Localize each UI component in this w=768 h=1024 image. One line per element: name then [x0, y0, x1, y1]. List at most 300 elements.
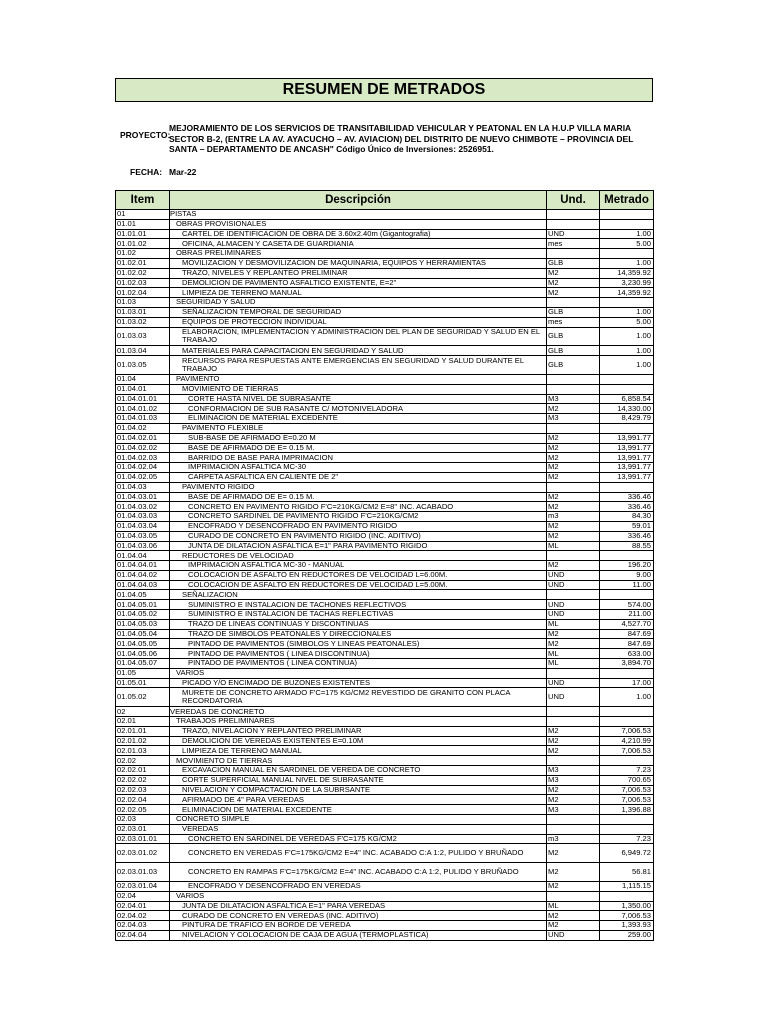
cell-und: M2 — [547, 795, 600, 805]
cell-metrado: 17.00 — [600, 678, 654, 688]
cell-und: M3 — [547, 805, 600, 815]
cell-metrado: 14,359.92 — [600, 288, 654, 298]
cell-descripcion: CURADO DE CONCRETO EN PAVIMENTO RIGIDO (INC. ADITIVO) — [170, 531, 547, 541]
cell-descripcion: DEMOLICION DE VEREDAS EXISTENTES E=0.10M — [170, 736, 547, 746]
cell-und: M2 — [547, 921, 600, 931]
cell-und: GLB — [547, 258, 600, 268]
cell-item: 01.04.05.04 — [116, 629, 170, 639]
table-row — [116, 541, 654, 551]
cell-metrado: 1.00 — [600, 356, 654, 375]
table-row — [116, 317, 654, 327]
cell-item: 01.04.02 — [116, 423, 170, 433]
cell-metrado: 5.00 — [600, 239, 654, 249]
table-row — [116, 346, 654, 356]
table-row — [116, 717, 654, 727]
cell-descripcion: PISTAS — [170, 210, 547, 220]
cell-metrado: 5.00 — [600, 317, 654, 327]
cell-item: 01.04.04.01 — [116, 561, 170, 571]
table-body — [116, 210, 654, 941]
cell-metrado: 7.23 — [600, 834, 654, 844]
cell-metrado — [600, 756, 654, 766]
cell-metrado — [600, 219, 654, 229]
cell-item: 02.02.01 — [116, 766, 170, 776]
cell-descripcion: EQUIPOS DE PROTECCION INDIVIDUAL — [170, 317, 547, 327]
cell-und: mes — [547, 317, 600, 327]
table-header-row — [116, 191, 654, 210]
cell-metrado: 1,350.00 — [600, 901, 654, 911]
table-row — [116, 492, 654, 502]
cell-und: ML — [547, 541, 600, 551]
cell-item: 01.02.04 — [116, 288, 170, 298]
cell-metrado — [600, 717, 654, 727]
cell-metrado: 13,991.77 — [600, 433, 654, 443]
cell-item: 01 — [116, 210, 170, 220]
cell-descripcion: CONCRETO SARDINEL DE PAVIMENTO RIGIDO F'C=210KG/CM2 — [170, 512, 547, 522]
cell-item: 01.02 — [116, 249, 170, 259]
cell-descripcion: JUNTA DE DILATACION ASFALTICA E=1" PARA PAVIMENTO RIGIDO — [170, 541, 547, 551]
cell-metrado: 6,949.72 — [600, 844, 654, 863]
table-row — [116, 258, 654, 268]
cell-metrado — [600, 551, 654, 561]
cell-descripcion: LIMPIEZA DE TERRENO MANUAL — [170, 288, 547, 298]
cell-item: 01.04.02.03 — [116, 453, 170, 463]
cell-item: 01.04.01.03 — [116, 414, 170, 424]
cell-descripcion: CONCRETO EN SARDINEL DE VEREDAS F'C=175 KG/CM2 — [170, 834, 547, 844]
header-metrado: Metrado — [600, 191, 654, 210]
table-row — [116, 453, 654, 463]
cell-descripcion: PINTADO DE PAVIMENTOS ( LINEA DISCONTINUA) — [170, 649, 547, 659]
cell-descripcion: OBRAS PRELIMINARES — [170, 249, 547, 259]
cell-und — [547, 668, 600, 678]
table-row — [116, 844, 654, 863]
cell-descripcion: CORTE SUPERFICIAL MANUAL NIVEL DE SUBRASANTE — [170, 775, 547, 785]
table-row — [116, 911, 654, 921]
cell-metrado: 3,230.99 — [600, 278, 654, 288]
cell-item: 01.02.03 — [116, 278, 170, 288]
cell-item: 01.04.03.01 — [116, 492, 170, 502]
cell-und: UND — [547, 570, 600, 580]
table-row — [116, 249, 654, 259]
cell-und: M2 — [547, 492, 600, 502]
cell-item: 02 — [116, 707, 170, 717]
proyecto-label: PROYECTO: — [120, 130, 171, 140]
cell-item: 02.03.01.02 — [116, 844, 170, 863]
cell-und — [547, 707, 600, 717]
cell-item: 01.04.03.06 — [116, 541, 170, 551]
cell-und — [547, 717, 600, 727]
table-row — [116, 863, 654, 882]
cell-descripcion: EXCAVACION MANUAL EN SARDINEL DE VEREDA DE CONCRETO — [170, 766, 547, 776]
cell-metrado: 574.00 — [600, 600, 654, 610]
table-row — [116, 649, 654, 659]
table-row — [116, 805, 654, 815]
cell-und: ML — [547, 649, 600, 659]
table-row — [116, 930, 654, 940]
cell-und: M2 — [547, 288, 600, 298]
cell-item: 01.04.02.05 — [116, 472, 170, 482]
cell-und — [547, 249, 600, 259]
cell-und: M2 — [547, 844, 600, 863]
cell-metrado: 9.00 — [600, 570, 654, 580]
cell-item: 01.04.03.02 — [116, 502, 170, 512]
cell-descripcion: MURETE DE CONCRETO ARMADO F'C=175 KG/CM2 REVESTIDO DE GRANITO CON PLACA RECORDATORIA — [170, 688, 547, 707]
cell-item: 02.04.02 — [116, 911, 170, 921]
cell-item: 01.05 — [116, 668, 170, 678]
cell-descripcion: VEREDAS — [170, 824, 547, 834]
table-row — [116, 668, 654, 678]
cell-und: M2 — [547, 863, 600, 882]
cell-und — [547, 298, 600, 308]
cell-descripcion: CONCRETO EN VEREDAS F'C=175KG/CM2 E=4" INC. ACABADO C:A 1:2, PULIDO Y BRUÑADO — [170, 844, 547, 863]
cell-descripcion: PAVIMENTO — [170, 374, 547, 384]
cell-item: 02.04.01 — [116, 901, 170, 911]
table-row — [116, 356, 654, 375]
cell-descripcion: MOVILIZACION Y DESMOVILIZACION DE MAQUINARIA, EQUIPOS Y HERRAMIENTAS — [170, 258, 547, 268]
cell-metrado: 1.00 — [600, 688, 654, 707]
cell-descripcion: IMPRIMACION ASFALTICA MC-30 - MANUAL — [170, 561, 547, 571]
cell-und: GLB — [547, 346, 600, 356]
table-row — [116, 551, 654, 561]
cell-item: 01.01 — [116, 219, 170, 229]
table-row — [116, 590, 654, 600]
table-row — [116, 327, 654, 346]
cell-descripcion: VARIOS — [170, 668, 547, 678]
cell-item: 01.04.01 — [116, 384, 170, 394]
cell-metrado: 633.00 — [600, 649, 654, 659]
table-row — [116, 278, 654, 288]
cell-item: 01.04.05.05 — [116, 639, 170, 649]
table-row — [116, 891, 654, 901]
cell-item: 02.01.02 — [116, 736, 170, 746]
cell-und: m3 — [547, 512, 600, 522]
cell-descripcion: PAVIMENTO FLEXIBLE — [170, 423, 547, 433]
cell-und: M2 — [547, 443, 600, 453]
cell-item: 01.03 — [116, 298, 170, 308]
cell-item: 01.04.05 — [116, 590, 170, 600]
table-row — [116, 423, 654, 433]
cell-und: UND — [547, 229, 600, 239]
table-row — [116, 298, 654, 308]
cell-descripcion: PAVIMENTO RIGIDO — [170, 482, 547, 492]
cell-descripcion: CARPETA ASFALTICA EN CALIENTE DE 2" — [170, 472, 547, 482]
cell-und: UND — [547, 688, 600, 707]
cell-descripcion: REDUCTORES DE VELOCIDAD — [170, 551, 547, 561]
cell-item: 02.01 — [116, 717, 170, 727]
cell-und — [547, 891, 600, 901]
cell-metrado: 1,393.93 — [600, 921, 654, 931]
cell-metrado: 700.65 — [600, 775, 654, 785]
cell-metrado: 13,991.77 — [600, 463, 654, 473]
cell-item: 02.02.04 — [116, 795, 170, 805]
cell-und — [547, 824, 600, 834]
cell-metrado: 4,527.70 — [600, 619, 654, 629]
header-und: Und. — [547, 191, 600, 210]
cell-und — [547, 384, 600, 394]
cell-item: 01.02.01 — [116, 258, 170, 268]
table-row — [116, 570, 654, 580]
cell-descripcion: ENCOFRADO Y DESENCOFRADO EN PAVIMENTO RIGIDO — [170, 521, 547, 531]
cell-metrado — [600, 374, 654, 384]
cell-metrado: 14,330.00 — [600, 404, 654, 414]
cell-metrado: 1.00 — [600, 346, 654, 356]
cell-und: M2 — [547, 746, 600, 756]
cell-metrado — [600, 824, 654, 834]
cell-metrado: 3,894.70 — [600, 659, 654, 669]
cell-und: UND — [547, 610, 600, 620]
cell-und: M3 — [547, 394, 600, 404]
table-row — [116, 374, 654, 384]
cell-item: 02.03.01 — [116, 824, 170, 834]
table-row — [116, 619, 654, 629]
cell-item: 01.04.02.01 — [116, 433, 170, 443]
cell-item: 01.04.05.01 — [116, 600, 170, 610]
cell-item: 01.04.01.02 — [116, 404, 170, 414]
cell-item: 01.04.05.03 — [116, 619, 170, 629]
cell-metrado: 56.81 — [600, 863, 654, 882]
cell-und — [547, 815, 600, 825]
table-row — [116, 795, 654, 805]
table-row — [116, 307, 654, 317]
cell-und: M2 — [547, 561, 600, 571]
cell-und: UND — [547, 580, 600, 590]
header-item: Item — [116, 191, 170, 210]
cell-metrado — [600, 668, 654, 678]
cell-descripcion: JUNTA DE DILATACION ASFALTICA E=1" PARA VEREDAS — [170, 901, 547, 911]
cell-descripcion: OFICINA, ALMACEN Y CASETA DE GUARDIANIA — [170, 239, 547, 249]
table-row — [116, 610, 654, 620]
cell-item: 01.05.01 — [116, 678, 170, 688]
cell-item: 01.03.05 — [116, 356, 170, 375]
cell-und: ML — [547, 901, 600, 911]
cell-descripcion: PINTURA DE TRAFICO EN BORDE DE VEREDA — [170, 921, 547, 931]
cell-metrado: 1,396.88 — [600, 805, 654, 815]
table-row — [116, 229, 654, 239]
cell-descripcion: SUMINISTRO E INSTALACION DE TACHONES REFLECTIVOS — [170, 600, 547, 610]
cell-descripcion: NIVELACION Y COLOCACION DE CAJA DE AGUA (TERMOPLASTICA) — [170, 930, 547, 940]
cell-und: GLB — [547, 307, 600, 317]
cell-item: 01.04.05.07 — [116, 659, 170, 669]
cell-descripcion: TRAZO, NIVELACION Y REPLANTEO PRELIMINAR — [170, 726, 547, 736]
cell-metrado — [600, 590, 654, 600]
cell-und: mes — [547, 239, 600, 249]
cell-item: 01.04.01.01 — [116, 394, 170, 404]
cell-item: 02.02.02 — [116, 775, 170, 785]
cell-item: 01.04.04.02 — [116, 570, 170, 580]
cell-metrado: 13,991.77 — [600, 453, 654, 463]
cell-descripcion: COLOCACION DE ASFALTO EN REDUCTORES DE VELOCIDAD L=5.00M. — [170, 580, 547, 590]
cell-metrado — [600, 249, 654, 259]
cell-descripcion: SUB-BASE DE AFIRMADO E=0.20 M — [170, 433, 547, 443]
table-row — [116, 785, 654, 795]
document-title: RESUMEN DE METRADOS — [115, 78, 653, 102]
cell-metrado: 88.55 — [600, 541, 654, 551]
cell-descripcion: CONCRETO SIMPLE — [170, 815, 547, 825]
cell-metrado: 59.01 — [600, 521, 654, 531]
cell-metrado: 14,359.92 — [600, 268, 654, 278]
table-row — [116, 394, 654, 404]
cell-descripcion: CURADO DE CONCRETO EN VEREDAS (INC. ADITIVO) — [170, 911, 547, 921]
cell-metrado — [600, 298, 654, 308]
cell-und: M2 — [547, 268, 600, 278]
cell-metrado: 196.20 — [600, 561, 654, 571]
cell-und: M3 — [547, 775, 600, 785]
cell-item: 01.03.01 — [116, 307, 170, 317]
cell-descripcion: BARRIDO DE BASE PARA IMPRIMACION — [170, 453, 547, 463]
cell-metrado: 336.46 — [600, 531, 654, 541]
cell-metrado: 7,006.53 — [600, 911, 654, 921]
cell-descripcion: OBRAS PROVISIONALES — [170, 219, 547, 229]
cell-metrado: 7,006.53 — [600, 785, 654, 795]
table-row — [116, 775, 654, 785]
cell-item: 01.04.03.03 — [116, 512, 170, 522]
cell-item: 01.04.05.02 — [116, 610, 170, 620]
cell-und: M3 — [547, 766, 600, 776]
cell-und — [547, 423, 600, 433]
cell-und: GLB — [547, 356, 600, 375]
table-row — [116, 219, 654, 229]
cell-item: 01.02.02 — [116, 268, 170, 278]
cell-metrado: 847.69 — [600, 639, 654, 649]
cell-und: M2 — [547, 521, 600, 531]
table-row — [116, 815, 654, 825]
table-row — [116, 736, 654, 746]
table-row — [116, 707, 654, 717]
cell-und: ML — [547, 659, 600, 669]
cell-und: M3 — [547, 414, 600, 424]
table-row — [116, 756, 654, 766]
cell-item: 01.05.02 — [116, 688, 170, 707]
cell-descripcion: SEÑALIZACION TEMPORAL DE SEGURIDAD — [170, 307, 547, 317]
cell-metrado: 7,006.53 — [600, 726, 654, 736]
cell-metrado: 8,429.79 — [600, 414, 654, 424]
cell-metrado — [600, 384, 654, 394]
cell-metrado: 336.46 — [600, 492, 654, 502]
cell-descripcion: PINTADO DE PAVIMENTOS ( LINEA CONTINUA) — [170, 659, 547, 669]
table-row — [116, 678, 654, 688]
cell-und: M2 — [547, 785, 600, 795]
cell-item: 01.04.03.05 — [116, 531, 170, 541]
cell-descripcion: IMPRIMACION ASFALTICA MC-30 — [170, 463, 547, 473]
cell-descripcion: BASE DE AFIRMADO DE E= 0.15 M. — [170, 492, 547, 502]
cell-item: 01.04.02.02 — [116, 443, 170, 453]
cell-und: UND — [547, 600, 600, 610]
cell-und: M2 — [547, 502, 600, 512]
cell-item: 01.03.02 — [116, 317, 170, 327]
table-row — [116, 210, 654, 220]
cell-descripcion: SUMINISTRO E INSTALACION DE TACHAS REFLECTIVAS — [170, 610, 547, 620]
table-row — [116, 766, 654, 776]
cell-metrado: 6,858.54 — [600, 394, 654, 404]
cell-descripcion: SEGURIDAD Y SALUD — [170, 298, 547, 308]
table-row — [116, 659, 654, 669]
cell-metrado: 7,006.53 — [600, 746, 654, 756]
cell-metrado — [600, 707, 654, 717]
cell-und — [547, 590, 600, 600]
cell-und: M2 — [547, 911, 600, 921]
cell-item: 01.04.03.04 — [116, 521, 170, 531]
cell-und — [547, 210, 600, 220]
table-row — [116, 834, 654, 844]
cell-descripcion: TRAZO DE LINEAS CONTINUAS Y DISCONTINUAS — [170, 619, 547, 629]
table-row — [116, 531, 654, 541]
cell-und: GLB — [547, 327, 600, 346]
cell-item: 02.04.03 — [116, 921, 170, 931]
cell-metrado: 1.00 — [600, 327, 654, 346]
cell-item: 01.03.04 — [116, 346, 170, 356]
cell-metrado: 259.00 — [600, 930, 654, 940]
cell-descripcion: MATERIALES PARA CAPACITACION EN SEGURIDAD Y SALUD — [170, 346, 547, 356]
table-row — [116, 443, 654, 453]
cell-und: m3 — [547, 834, 600, 844]
cell-und — [547, 551, 600, 561]
table-row — [116, 502, 654, 512]
table-row — [116, 482, 654, 492]
cell-descripcion: CARTEL DE IDENTIFICACIÓN DE OBRA DE 3.60x2.40m (Gigantografia) — [170, 229, 547, 239]
table-row — [116, 512, 654, 522]
cell-descripcion: MOVIMIENTO DE TIERRAS — [170, 756, 547, 766]
fecha-value: Mar-22 — [169, 167, 197, 177]
cell-metrado — [600, 815, 654, 825]
table-row — [116, 600, 654, 610]
cell-item: 02.03 — [116, 815, 170, 825]
cell-item: 02.03.01.01 — [116, 834, 170, 844]
cell-item: 01.01.01 — [116, 229, 170, 239]
cell-und: M2 — [547, 404, 600, 414]
cell-und — [547, 482, 600, 492]
cell-descripcion: CONCRETO EN RAMPAS F'C=175KG/CM2 E=4" INC. ACABADO C:A 1:2, PULIDO Y BRUÑADO — [170, 863, 547, 882]
cell-metrado: 4,210.99 — [600, 736, 654, 746]
table-row — [116, 521, 654, 531]
table-row — [116, 639, 654, 649]
cell-descripcion: CORTE HASTA NIVEL DE SUBRASANTE — [170, 394, 547, 404]
cell-metrado — [600, 891, 654, 901]
cell-descripcion: ELABORACION, IMPLEMENTACION Y ADMINISTRACION DEL PLAN DE SEGURIDAD Y SALUD EN EL TRABAJO — [170, 327, 547, 346]
cell-item: 02.03.01.03 — [116, 863, 170, 882]
cell-und: M2 — [547, 736, 600, 746]
table-row — [116, 414, 654, 424]
cell-descripcion: BASE DE AFIRMADO DE E= 0.15 M. — [170, 443, 547, 453]
cell-descripcion: PINTADO DE PAVIMENTOS (SIMBOLOS Y LINEAS PEATONALES) — [170, 639, 547, 649]
cell-und — [547, 219, 600, 229]
cell-metrado — [600, 423, 654, 433]
cell-descripcion: COLOCACION DE ASFALTO EN REDUCTORES DE VELOCIDAD L=6.00M. — [170, 570, 547, 580]
cell-metrado — [600, 210, 654, 220]
cell-descripcion: DEMOLICION DE PAVIMENTO ASFALTICO EXISTENTE, E=2" — [170, 278, 547, 288]
cell-metrado: 1.00 — [600, 307, 654, 317]
cell-item: 01.04.04.03 — [116, 580, 170, 590]
cell-metrado: 336.46 — [600, 502, 654, 512]
proyecto-text: MEJORAMIENTO DE LOS SERVICIOS DE TRANSITABILIDAD VEHICULAR Y PEATONAL EN LA H.U.P VILLA MARIA SECTOR B-2, (ENTRE LA AV. AYACUCHO – AV. AVIACION) DEL DISTRITO DE NUEVO CHIMBOTE – PROVINCIA DEL SANTA – DEPARTAMENTO DE ANCASH" Código Único de Inversiones: 2526951. — [169, 123, 634, 154]
header-descripcion: Descripción — [170, 191, 547, 210]
cell-und: M2 — [547, 453, 600, 463]
cell-descripcion: RECURSOS PARA RESPUESTAS ANTE EMERGENCIAS EN SEGURIDAD Y SALUD DURANTE EL TRABAJO — [170, 356, 547, 375]
cell-metrado: 211.00 — [600, 610, 654, 620]
cell-und: M2 — [547, 472, 600, 482]
cell-descripcion: PICADO Y/O ENCIMADO DE BUZONES EXISTENTES — [170, 678, 547, 688]
table-row — [116, 726, 654, 736]
table-row — [116, 239, 654, 249]
cell-descripcion: VEREDAS DE CONCRETO — [170, 707, 547, 717]
cell-descripcion: ENCOFRADO Y DESENCOFRADO EN VEREDAS — [170, 882, 547, 892]
cell-und: M2 — [547, 463, 600, 473]
cell-descripcion: VARIOS — [170, 891, 547, 901]
cell-metrado: 84.30 — [600, 512, 654, 522]
cell-item: 02.03.01.04 — [116, 882, 170, 892]
cell-und: M2 — [547, 278, 600, 288]
cell-descripcion: CONCRETO EN PAVIMENTO RIGIDO F'C=210KG/CM2 E=8" INC. ACABADO — [170, 502, 547, 512]
table-row — [116, 384, 654, 394]
cell-item: 01.03.03 — [116, 327, 170, 346]
